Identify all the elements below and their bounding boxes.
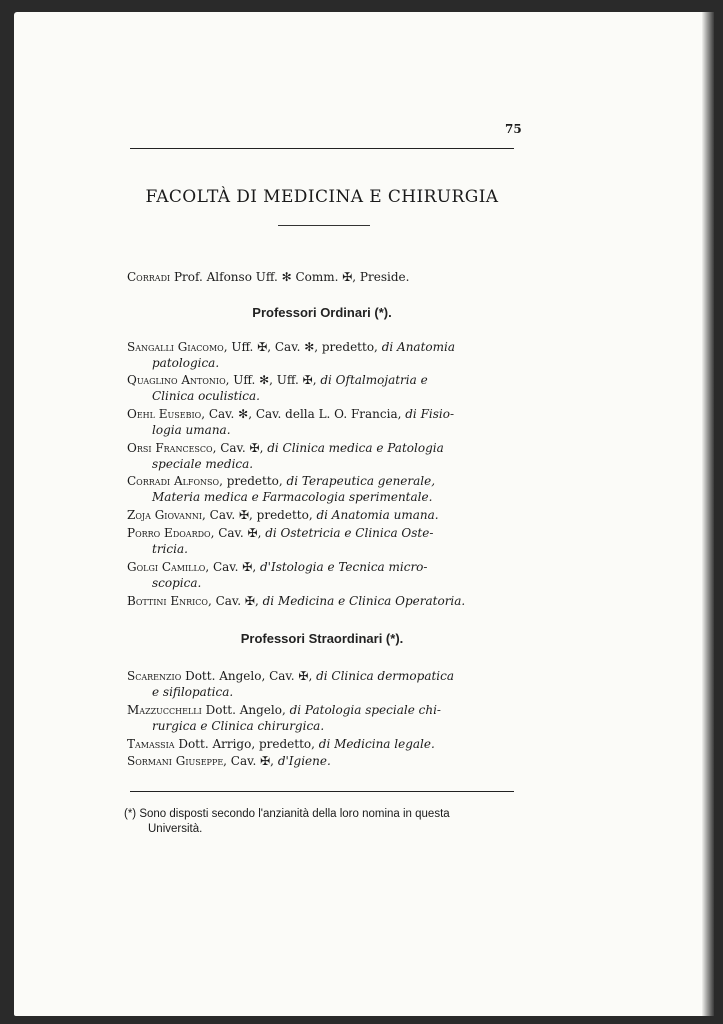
- professor-titles: , Uff. ✠, Cav. ✻, predetto,: [223, 340, 382, 354]
- professor-subject: di Ostetricia e Clinica Oste-: [265, 526, 434, 540]
- professor-titles: , Cav. ✠,: [223, 754, 278, 768]
- list-item: [127, 339, 519, 355]
- list-item: [127, 406, 519, 422]
- professor-subject: d'Istologia e Tecnica micro-: [259, 560, 428, 574]
- professor-subject: d'Igiene.: [277, 754, 331, 768]
- professor-subject: di Anatomia umana.: [316, 508, 439, 522]
- list-item: [127, 736, 519, 752]
- professor-subject: di Medicina e Clinica Operatoria.: [262, 594, 466, 608]
- straordinari-heading: Professori Straordinari (*).: [240, 631, 404, 646]
- preside-line: [127, 269, 519, 285]
- list-item: [127, 507, 519, 523]
- professor-subject: di Medicina legale.: [318, 737, 435, 751]
- professor-name: Orsi Francesco: [127, 441, 213, 455]
- preside-name: Corradi: [127, 270, 171, 284]
- preside-text: Prof. Alfonso Uff. ✻ Comm. ✠, Preside.: [170, 270, 410, 284]
- professor-subject: di Patologia speciale chi-: [289, 703, 441, 717]
- page-edge-shadow: [702, 12, 714, 1016]
- list-item: [127, 593, 519, 609]
- list-item-continuation: scopica.: [152, 576, 202, 590]
- list-item: [127, 668, 519, 684]
- list-item-continuation: logia umana.: [152, 423, 231, 437]
- list-item: [127, 372, 519, 388]
- footnote-rule: [130, 791, 514, 792]
- list-item-continuation: Clinica oculistica.: [152, 389, 260, 403]
- list-item-continuation: e sifilopatica.: [152, 685, 234, 699]
- list-item-continuation: speciale medica.: [152, 457, 254, 471]
- professor-titles: , Cav. ✠,: [210, 526, 266, 540]
- professor-name: Corradi Alfonso: [127, 474, 220, 488]
- professor-name: Zoja Giovanni: [127, 508, 203, 522]
- professor-subject: di Fisio-: [405, 407, 455, 421]
- list-item: [127, 525, 519, 541]
- list-item: [127, 440, 519, 456]
- title-underline: [278, 225, 370, 226]
- list-item-continuation: rurgica e Clinica chirurgica.: [152, 719, 325, 733]
- page-number: 75: [505, 122, 522, 136]
- professor-name: Bottini Enrico: [127, 594, 208, 608]
- professor-name: Quaglino Antonio: [127, 373, 226, 387]
- page-title: FACOLTÀ DI MEDICINA E CHIRURGIA: [145, 187, 499, 207]
- list-item-continuation: patologica.: [152, 356, 220, 370]
- professor-subject: di Anatomia: [381, 340, 455, 354]
- ordinari-heading: Professori Ordinari (*).: [252, 305, 392, 320]
- professor-titles: , Cav. ✠,: [205, 560, 260, 574]
- list-item-continuation: tricia.: [152, 542, 188, 556]
- professor-titles: Dott. Angelo,: [201, 703, 290, 717]
- professor-name: Porro Edoardo: [127, 526, 211, 540]
- professor-subject: di Clinica dermopatica: [316, 669, 455, 683]
- footnote-line: (*) Sono disposti secondo l'anzianità della loro nomina in questa: [124, 808, 450, 820]
- professor-titles: , Cav. ✠,: [212, 441, 268, 455]
- professor-titles: Dott. Angelo, Cav. ✠,: [181, 669, 317, 683]
- professor-name: Golgi Camillo: [127, 560, 206, 574]
- header-rule: [130, 148, 514, 149]
- professor-name: Sangalli Giacomo: [127, 340, 224, 354]
- professor-subject: di Clinica medica e Patologia: [267, 441, 444, 455]
- list-item-continuation: Materia medica e Farmacologia sperimentale.: [152, 490, 433, 504]
- professor-name: Mazzucchelli: [127, 703, 202, 717]
- list-item: [127, 559, 519, 575]
- professor-name: Sormani Giuseppe: [127, 754, 224, 768]
- list-item: [127, 473, 519, 489]
- list-item: [127, 702, 519, 718]
- professor-titles: , Cav. ✻, Cav. della L. O. Francia,: [201, 407, 406, 421]
- professor-titles: Dott. Arrigo, predetto,: [174, 737, 319, 751]
- professor-titles: , Cav. ✠, predetto,: [202, 508, 317, 522]
- footnote-line: Università.: [148, 823, 203, 835]
- professor-titles: , Cav. ✠,: [207, 594, 263, 608]
- list-item: [127, 753, 519, 769]
- professor-titles: , Uff. ✻, Uff. ✠,: [225, 373, 321, 387]
- professor-subject: di Terapeutica generale,: [286, 474, 436, 488]
- professor-name: Tamassia: [127, 737, 175, 751]
- document-page: [14, 12, 714, 1016]
- professor-titles: , predetto,: [219, 474, 287, 488]
- professor-subject: di Oftalmojatria e: [320, 373, 428, 387]
- professor-name: Oehl Eusebio: [127, 407, 202, 421]
- professor-name: Scarenzio: [127, 669, 182, 683]
